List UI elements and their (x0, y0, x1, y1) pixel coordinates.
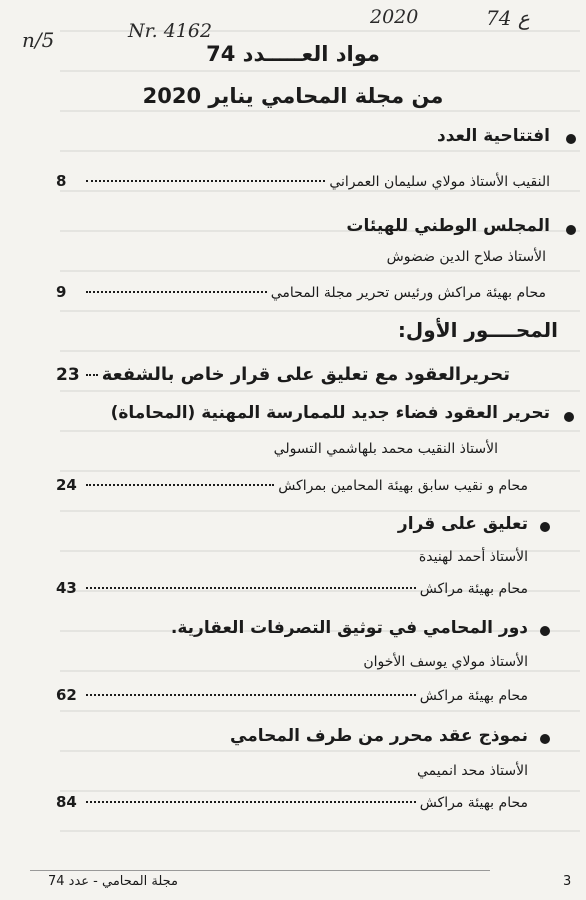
page-number: 9 (56, 283, 67, 301)
entry-role: محام بهيئة مراكش ورئيس تحرير مجلة المحامي (270, 285, 546, 301)
article-role: محام بهيئة مراكش (419, 795, 528, 811)
page-number: 62 (56, 686, 77, 704)
article-heading: نموذج عقد محرر من طرف المحامي (230, 726, 528, 746)
leader-dots (86, 587, 416, 589)
bullet-icon (540, 626, 550, 636)
handwritten-note-left: n/5 (22, 28, 55, 52)
footer-journal: مجلة المحامي - عدد 74 (48, 874, 179, 889)
article-author: الأستاذ مولاي يوسف الأخوان (363, 654, 528, 670)
entry-heading: افتتاحية العدد (437, 126, 550, 146)
page-number: 23 (56, 365, 80, 385)
toc-row (56, 793, 528, 811)
page-subtitle: من مجلة المحامي يناير 2020 (142, 84, 444, 108)
leader-dots (86, 801, 416, 803)
article-author: الأستاذ النقيب محمد بلهاشمي التسولي (273, 441, 498, 457)
page-number: 84 (56, 793, 77, 811)
handwritten-year: 2020 (370, 6, 419, 28)
article-role: محام بهيئة مراكش (419, 688, 528, 704)
article-author: الأستاذ أحمد لهنيدة (418, 549, 528, 565)
article-role: محام و نقيب سابق بهيئة المحامين بمراكش (278, 478, 528, 494)
article-heading: تعليق على قرار (397, 514, 528, 534)
toc-row (56, 172, 550, 190)
page-title: مواد العـــــدد 74 (206, 42, 380, 66)
axis-topic: تحريرالعقود مع تعليق على قرار خاص بالشفعة (101, 364, 510, 385)
leader-dots (86, 484, 274, 486)
toc-row (56, 476, 528, 494)
page-number: 43 (56, 579, 77, 597)
leader-dots (86, 180, 325, 182)
entry-author: النقيب الأستاذ مولاي سليمان العمراني (329, 174, 550, 190)
bullet-icon (566, 134, 576, 144)
article-heading: تحرير العقود فضاء جديد للممارسة المهنية (المحاماة) (110, 403, 550, 423)
article-role: محام بهيئة مراكش (419, 581, 528, 597)
leader-dots (86, 374, 98, 376)
entry-author: الأستاذ صلاح الدين ضضوش (386, 249, 546, 265)
page-number: 8 (56, 172, 67, 190)
bullet-icon (540, 734, 550, 744)
axis-label: المحــــور الأول: (397, 318, 558, 342)
toc-row (56, 686, 528, 704)
handwritten-issue: 74 ع (486, 6, 530, 30)
article-author: الأستاذ محد انميمي (417, 763, 528, 779)
leader-dots (86, 291, 267, 293)
entry-heading: المجلس الوطني للهيئات (346, 216, 550, 236)
handwritten-reference-number: Nr. 4162 (128, 20, 213, 42)
toc-row (56, 283, 546, 301)
bullet-icon (540, 522, 550, 532)
leader-dots (86, 694, 416, 696)
article-heading: دور المحامي في توثيق التصرفات العقارية. (170, 618, 528, 638)
page-number: 24 (56, 476, 77, 494)
toc-row (56, 579, 528, 597)
toc-row (56, 364, 510, 385)
bullet-icon (564, 412, 574, 422)
footer-page-number: 3 (563, 874, 572, 889)
bullet-icon (566, 225, 576, 235)
